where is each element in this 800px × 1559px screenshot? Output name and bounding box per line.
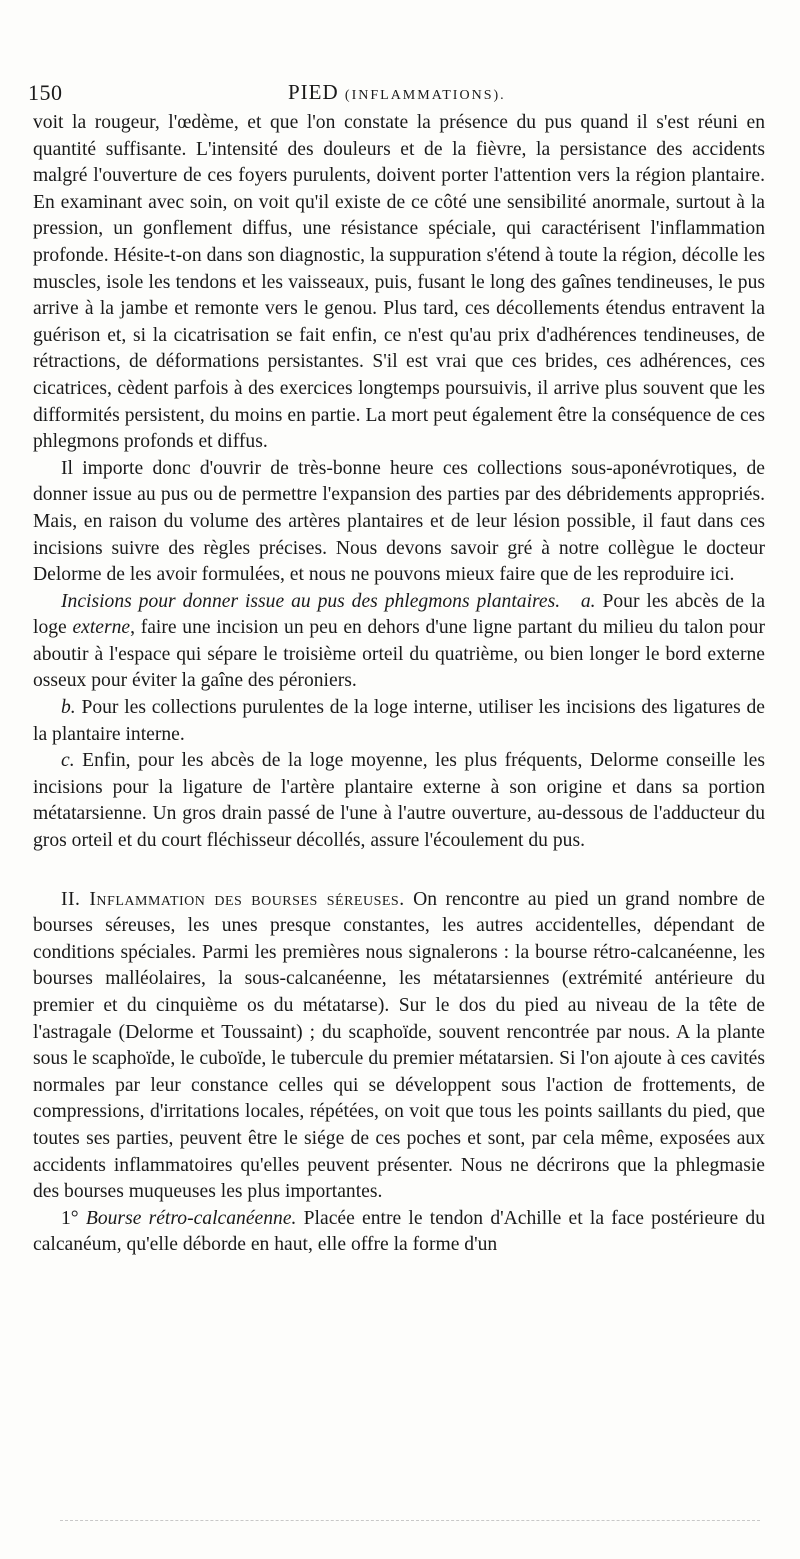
paragraph-3-emphasis: externe [72,617,131,639]
subsection-heading: Bourse rétro-calcanéenne. [85,1207,297,1229]
paragraph-7-text: Placée entre le tendon d'Achille et la face postérieure du calcanéum, qu'elle déborde en haut, elle offre la forme d'un [33,1207,765,1256]
list-marker-a: a. [580,590,596,612]
incisions-heading: Incisions pour donner issue au pus des phlegmons plantaires. [61,590,561,612]
paragraph-3 [33,589,765,695]
page-header [28,80,770,110]
paragraph-6-text: On rencontre au pied un grand nombre de bourses séreuses, les unes presque constantes, les autres accidentelles, dépendant de conditions spéciales. Parmi les premières nous signalerons : la bourse rétro-calcanéenne, les bourses malléolaires, la sous-calcanéenne, les métatarsiennes (extrémité antérieure du premier et du cinquième os du métatarse). Sur le dos du pied au niveau de la tête de l'astragale (Delorme et Toussaint) ; du scaphoïde, souvent rencontrée par nous. A la plante sous le scaphoïde, le cuboïde, le tubercule du premier métatarsien. Si l'on ajoute à ces cavités normales par leur constance celles qui se développent sous l'action de frottements, de compressions, d'irritations locales, répétées, on voit que tous les points saillants du pied, que toutes ses parties, peuvent être le siége de ces poches et sont, par cela même, exposées aux accidents inflammatoires qu'elles peuvent présenter. Nous ne décrirons que la phlegmasie des bourses muqueuses les plus importantes. [33,888,765,1203]
paragraph-2: Il importe donc d'ouvrir de très-bonne heure ces collections sous-aponévrotiques, de donner issue au pus ou de permettre l'expansion des parties par des débridements appropriés. Mais, en raison du volume des artères plantaires et de leur lésion possible, il faut dans ces incisions suivre des règles précises. Nous devons savoir gré à notre collègue le docteur Delorme de les avoir formulées, et nous ne pouvons mieux faire que de les reproduire ici. [33,457,765,586]
paragraph-1: voit la rougeur, l'œdème, et que l'on constate la présence du pus quand il s'est réuni en quantité suffisante. L'intensité des douleurs et de la fièvre, la persistance des accidents malgré l'ouverture de ces foyers purulents, doivent porter l'attention vers la région plantaire. En examinant avec soin, on voit qu'il existe de ce côté une sensibilité anormale, surtout à la pression, un gonflement diffus, une résistance spéciale, qui caractérisent l'inflammation profonde. Hésite-t-on dans son diagnostic, la suppuration s'étend à toute la région, décolle les muscles, isole les tendons et les vaisseaux, puis, fusant le long des gaînes tendineuses, le pus arrive à la jambe et remonte vers le genou. Plus tard, ces décollements étendus entravent la guérison et, si la cicatrisation se fait enfin, ce n'est qu'au prix d'adhérences tendineuses, de rétractions, de déformations persistantes. S'il est vrai que ces brides, ces adhérences, ces cicatrices, cèdent parfois à des exercices longtemps poursuivis, il arrive plus souvent que les difformités persistent, du moins en partie. La mort peut également être la conséquence de ces phlegmons profonds et diffus. [33,112,765,453]
running-title [288,80,506,105]
page-number: 150 [28,80,63,105]
footer-rule [60,1520,760,1521]
section-gap [33,855,765,887]
running-title-sub: (INFLAMMATIONS). [344,88,506,103]
list-marker-b: b. [61,697,76,719]
paragraph-7 [33,1206,765,1259]
running-title-main: PIED [288,80,339,104]
paragraph-3-text-b: , faire une incision un peu en dehors d'une ligne partant du milieu du talon pour aboutir à l'espace qui sépare le troisième orteil du quatrième, ou bien longer le bord externe osseux pour éviter la gaîne des péroniers. [33,617,765,692]
paragraph-5 [33,748,765,854]
section-heading: II. Inflammation des bourses séreuses. [61,888,405,910]
paragraph-5-text: Enfin, pour les abcès de la loge moyenne, les plus fréquents, Delorme conseille les incisions pour la ligature de l'artère plantaire externe à son origine et dans sa portion métatarsienne. Un gros drain passé de l'une à l'autre ouverture, au-dessous de l'adducteur du gros orteil et du court fléchisseur décollés, assure l'écoulement du pus. [33,750,765,852]
paragraph-6 [33,887,765,1206]
body-text [33,110,765,1259]
paragraph-4-text: Pour les collections purulentes de la loge interne, utiliser les incisions des ligatures de la plantaire interne. [33,697,765,745]
paragraph-3-text-a: Pour les abcès de la loge [33,590,766,639]
list-marker-c: c. [61,750,75,772]
subsection-number: 1° [61,1207,79,1229]
paragraph-4 [33,695,765,748]
